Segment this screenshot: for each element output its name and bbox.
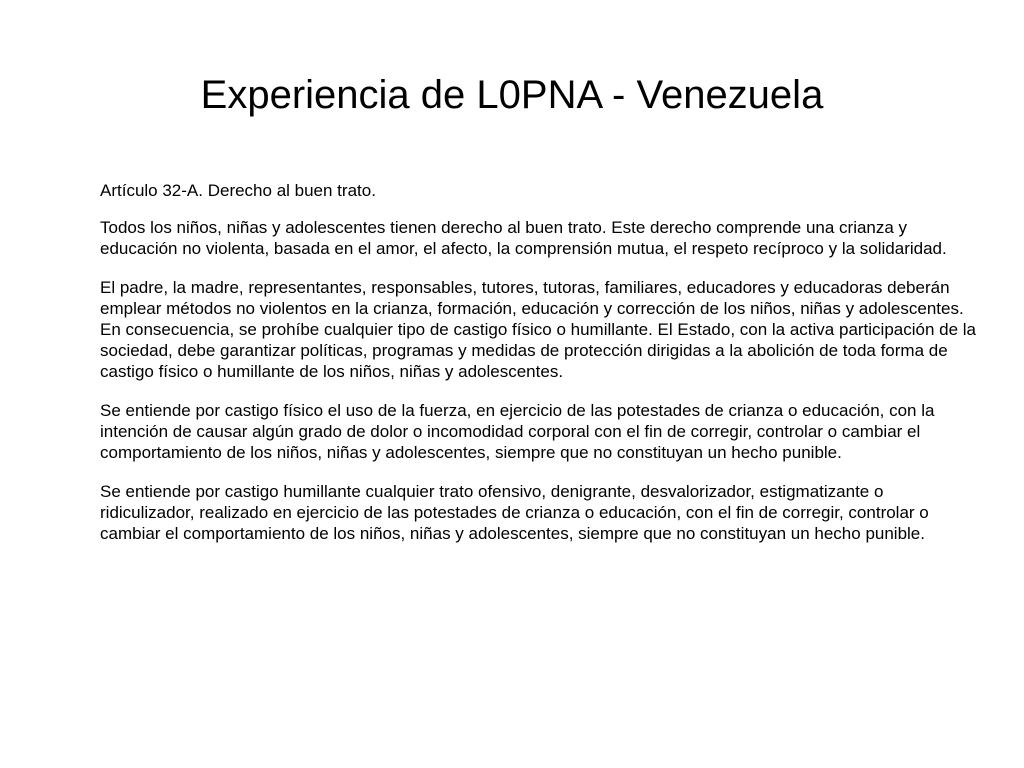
paragraph-buen-trato: Todos los niños, niñas y adolescentes tienen derecho al buen trato. Este derecho comprende una crianza y educación no violenta, basada en el amor, el afecto, la comprensión mutua, el respeto recíproco y la solidaridad.: [100, 218, 947, 258]
paragraph-castigo-fisico: Se entiende por castigo físico el uso de la fuerza, en ejercicio de las potestades de crianza o educación, con la intención de causar algún grado de dolor o incomodidad corporal con el fin de corregir, controlar o cambiar el comportamiento de los niños, niñas y adolescentes, siempre que no constituyan un hecho punible.: [100, 401, 935, 462]
paragraph-castigo-humillante: Se entiende por castigo humillante cualquier trato ofensivo, denigrante, desvalorizador, estigmatizante o ridiculizador, realizado en ejercicio de las potestades de crianza o educación, con el fin de corregir, controlar o cambiar el comportamiento de los niños, niñas y adolescentes, siempre que no constituyan un hecho punible.: [100, 482, 929, 543]
article-heading: Artículo 32-A. Derecho al buen trato.: [100, 181, 376, 200]
paragraph-metodos-no-violentos: El padre, la madre, representantes, responsables, tutores, tutoras, familiares, educadores y educadoras deberán emplear métodos no violentos en la crianza, formación, educación y corrección de los niños, niñas y adolescentes. En consecuencia, se prohíbe cualquier tipo de castigo físico o humillante. El Estado, con la activa participación de la sociedad, debe garantizar políticas, programas y medidas de protección dirigidas a la abolición de toda forma de castigo físico o humillante de los niños, niñas y adolescentes.: [100, 278, 977, 381]
slide-title: Experiencia de L0PNA - Venezuela: [200, 73, 824, 117]
slide-body: [100, 180, 978, 562]
